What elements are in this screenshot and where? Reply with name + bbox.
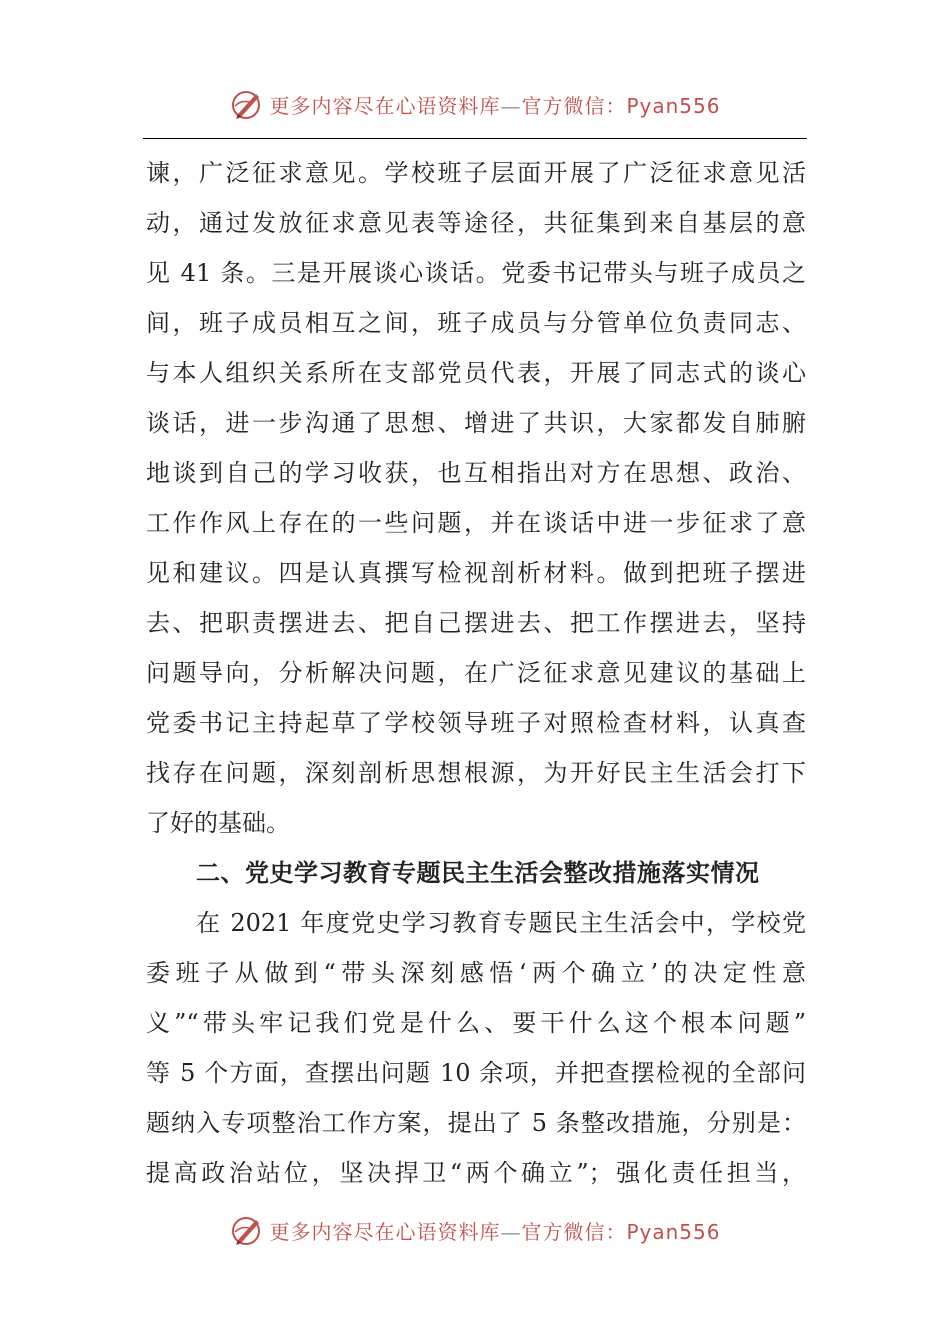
paragraph-line: 委班子从做到“带头深刻感悟‘两个确立’的决定性意	[146, 959, 806, 987]
footer-banner	[0, 1210, 950, 1250]
paragraph-line: 问题导向，分析解决问题，在广泛征求意见建议的基础上	[146, 659, 806, 687]
paragraph-line: 在 2021 年度党史学习教育专题民主生活会中，学校党	[196, 909, 806, 937]
paragraph-line: 间，班子成员相互之间，班子成员与分管单位负责同志、	[146, 309, 806, 337]
paragraph-line: 工作作风上存在的一些问题，并在谈话中进一步征求了意	[146, 509, 806, 537]
header-banner	[0, 84, 950, 124]
pen-logo-icon	[229, 1212, 265, 1248]
paragraph-line: 找存在问题，深刻剖析思想根源，为开好民主生活会打下	[146, 759, 806, 787]
paragraph-line: 党委书记主持起草了学校领导班子对照检查材料，认真查	[146, 709, 806, 737]
paragraph-line: 提高政治站位，坚决捍卫“两个确立”；强化责任担当，	[146, 1159, 806, 1187]
banner-text: 更多内容尽在心语资料库—官方微信：Pyan556	[269, 1219, 721, 1244]
paragraph-line: 去、把职责摆进去、把自己摆进去、把工作摆进去，坚持	[146, 609, 806, 637]
paragraph-line: 题纳入专项整治工作方案，提出了 5 条整改措施，分别是：	[146, 1109, 806, 1137]
paragraph-line: 地谈到自己的学习收获，也互相指出对方在思想、政治、	[146, 459, 806, 487]
paragraph-line: 见和建议。四是认真撰写检视剖析材料。做到把班子摆进	[146, 559, 806, 587]
paragraph-line: 谈话，进一步沟通了思想、增进了共识，大家都发自肺腑	[146, 409, 806, 437]
paragraph-line: 与本人组织关系所在支部党员代表，开展了同志式的谈心	[146, 359, 806, 387]
paragraph-line: 谏，广泛征求意见。学校班子层面开展了广泛征求意见活	[146, 159, 806, 187]
document-body	[146, 148, 806, 1198]
paragraph-line: 动，通过发放征求意见表等途径，共征集到来自基层的意	[146, 209, 806, 237]
paragraph-line: 等 5 个方面，查摆出问题 10 余项，并把查摆检视的全部问	[146, 1059, 806, 1087]
paragraph-line: 义”“带头牢记我们党是什么、要干什么这个根本问题”	[146, 1009, 806, 1037]
header-rule	[143, 138, 807, 139]
paragraph-line: 了好的基础。	[146, 809, 290, 837]
pen-logo-icon	[229, 86, 265, 122]
paragraph-line: 见 41 条。三是开展谈心谈话。党委书记带头与班子成员之	[146, 259, 806, 287]
banner-text: 更多内容尽在心语资料库—官方微信：Pyan556	[269, 93, 721, 118]
section-heading: 二、党史学习教育专题民主生活会整改措施落实情况	[196, 859, 760, 887]
